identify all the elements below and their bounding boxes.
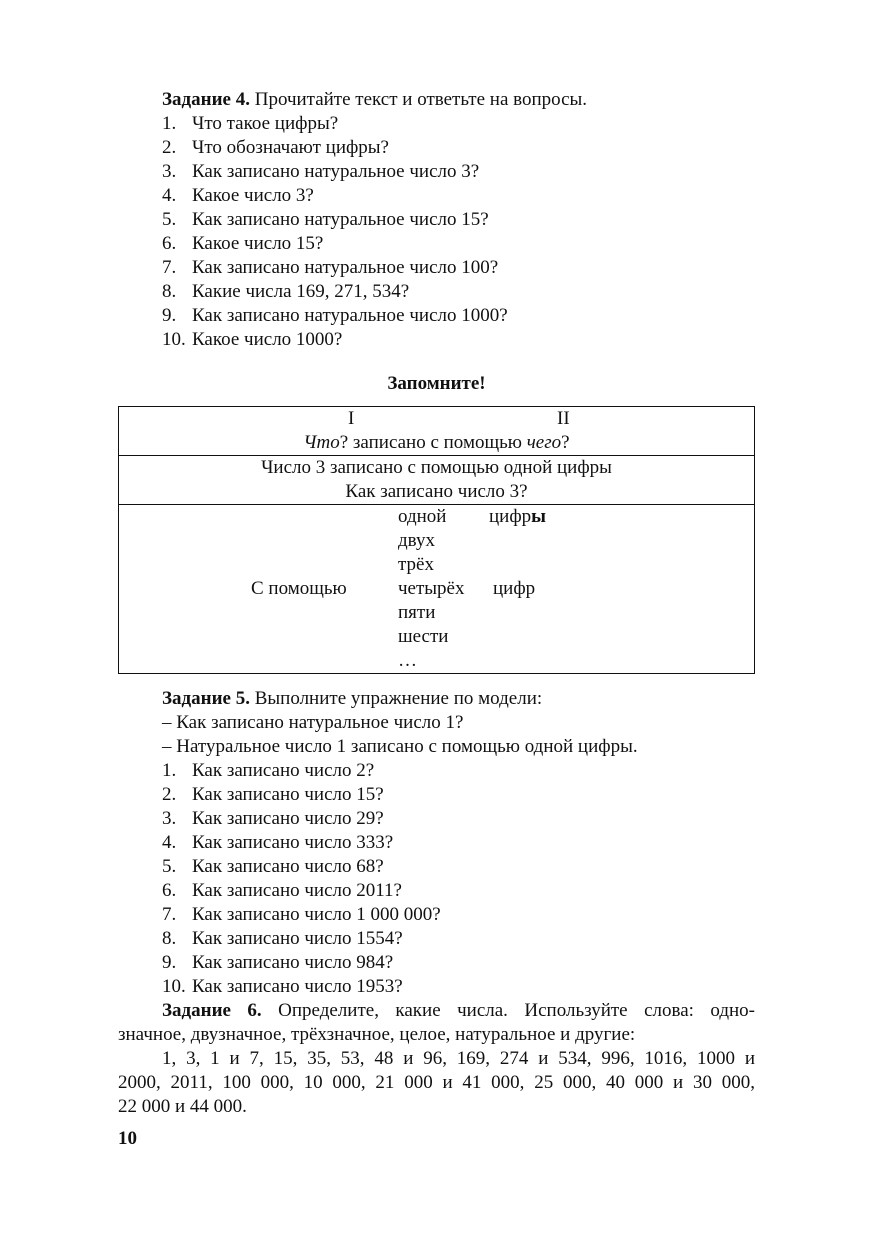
table-header-cell — [119, 407, 755, 456]
task4-question-list — [118, 112, 755, 352]
task4-heading — [118, 88, 755, 112]
task6-numbers-line3: 22 000 и 44 000. — [118, 1096, 247, 1117]
task5-heading — [118, 687, 755, 711]
task6-line2: значное, двузначное, трёхзначное, целое, натуральное и другие: — [118, 1024, 636, 1045]
s-pomoshchyu-label: С помощью — [251, 578, 347, 599]
task5-title: Задание 5. — [162, 688, 250, 709]
task5-question-list — [118, 759, 755, 999]
numeral-word: двух — [398, 530, 435, 551]
example-sentence: Число 3 записано с помощью одной цифры — [261, 457, 612, 478]
task6-title: Задание 6. — [162, 1000, 262, 1021]
numeral-word: … — [398, 650, 417, 671]
list-item: 9. Как записано натуральное число 1000? — [162, 305, 508, 326]
cifr-plural-genitive: цифр — [493, 578, 536, 599]
table-pattern-cell — [119, 505, 755, 674]
task6-heading — [118, 999, 755, 1023]
list-item: 6. Какое число 15? — [162, 233, 324, 254]
list-item: 8. Какие числа 169, 271, 534? — [162, 281, 410, 302]
column-label-1: I — [348, 408, 355, 429]
column-label-2: II — [557, 408, 570, 429]
list-item: 10. Как записано число 1953? — [162, 976, 403, 997]
numeral-word: шести — [398, 626, 449, 647]
numeral-word: одной — [398, 506, 447, 527]
remember-table — [118, 406, 755, 674]
task5-model-answer: – Натуральное число 1 записано с помощью одной цифры. — [162, 736, 638, 757]
list-item: 5. Как записано число 68? — [162, 856, 384, 877]
list-item: 6. Как записано число 2011? — [162, 880, 402, 901]
list-item: 5. Как записано натуральное число 15? — [162, 209, 489, 230]
task5-model-question: – Как записано натуральное число 1? — [162, 712, 464, 733]
numeral-word: четырёх — [398, 578, 465, 599]
task6-line1: Определите, какие числа. Используйте слова: одно- — [278, 1000, 756, 1021]
example-question: Как записано число 3? — [345, 481, 528, 502]
list-item: 7. Как записано натуральное число 100? — [162, 257, 499, 278]
table-example-cell — [119, 456, 755, 505]
page-content — [118, 88, 755, 1151]
task4-intro: Прочитайте текст и ответьте на вопросы. — [254, 89, 588, 110]
list-item: 1. Как записано число 2? — [162, 760, 375, 781]
task4-title: Задание 4. — [162, 89, 250, 110]
list-item: 2. Что обозначают цифры? — [162, 137, 389, 158]
list-item: 3. Как записано число 29? — [162, 808, 384, 829]
page-number: 10 — [118, 1128, 137, 1149]
task5-intro: Выполните упражнение по модели: — [254, 688, 543, 709]
numeral-word-list — [398, 505, 465, 673]
task6-numbers-line2: 2000, 2011, 100 000, 10 000, 21 000 и 41 000, 25 000, 40 000 и 30 000, — [118, 1072, 755, 1093]
numeral-word: трёх — [398, 554, 434, 575]
list-item: 9. Как записано число 984? — [162, 952, 394, 973]
numeral-word: пяти — [398, 602, 436, 623]
list-item: 1. Что такое цифры? — [162, 113, 339, 134]
question-pattern: Что? записано с помощью чего? — [303, 432, 570, 453]
remember-heading: Запомните! — [387, 373, 486, 394]
cifry-singular-genitive: цифры — [489, 506, 546, 527]
list-item: 3. Как записано натуральное число 3? — [162, 161, 480, 182]
list-item: 4. Как записано число 333? — [162, 832, 394, 853]
task6-numbers-line1: 1, 3, 1 и 7, 15, 35, 53, 48 и 96, 169, 274 и 534, 996, 1016, 1000 и — [162, 1048, 755, 1069]
list-item: 10. Какое число 1000? — [162, 329, 343, 350]
list-item: 7. Как записано число 1 000 000? — [162, 904, 441, 925]
list-item: 4. Какое число 3? — [162, 185, 314, 206]
list-item: 2. Как записано число 15? — [162, 784, 384, 805]
list-item: 8. Как записано число 1554? — [162, 928, 403, 949]
